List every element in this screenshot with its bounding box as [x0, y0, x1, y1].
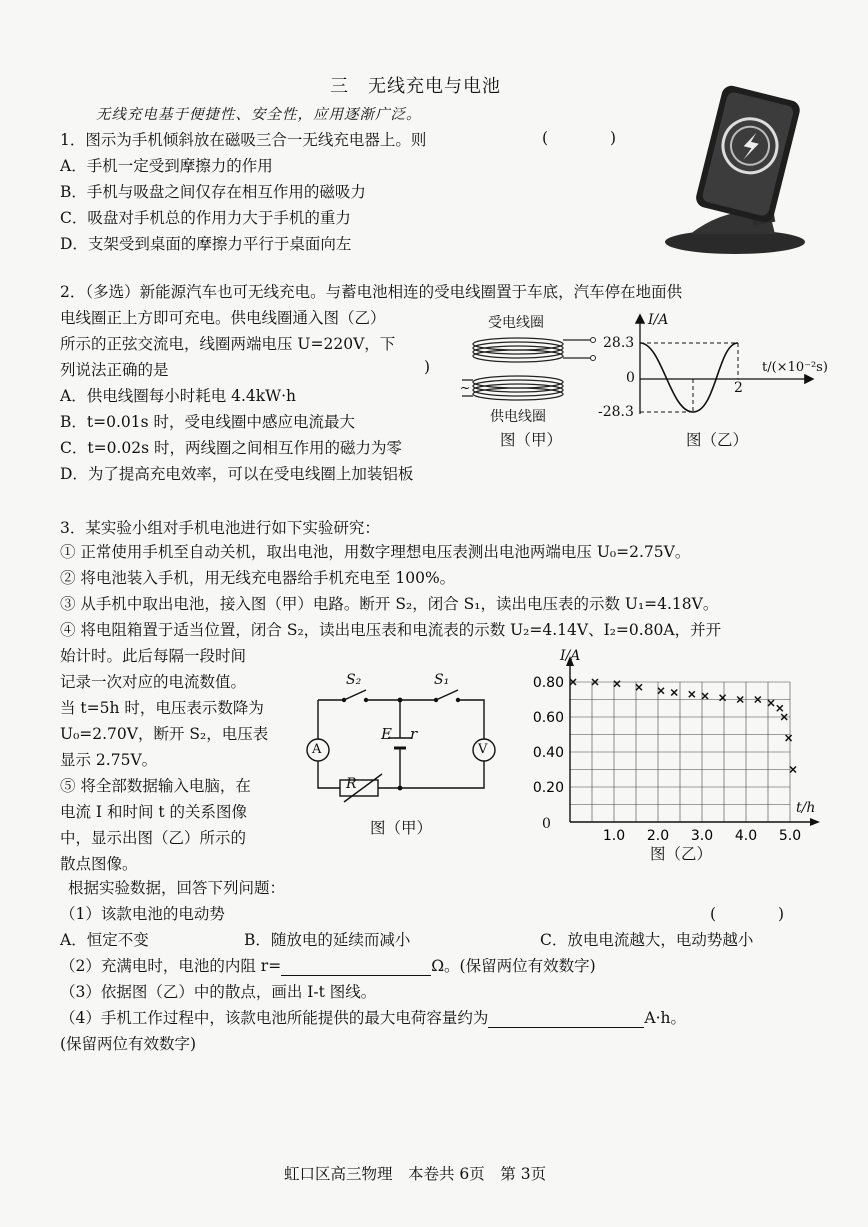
q3-prompt: 根据实验数据，回答下列问题： — [68, 879, 286, 897]
graph-y-tick-label: 0.80 — [532, 675, 564, 691]
phone-charger-illustration — [660, 84, 810, 259]
q3-left-text-7: 中，显示出图（乙）所示的 — [60, 829, 247, 847]
graph-y-tick-label: 0.60 — [532, 710, 564, 726]
q2-option-d[interactable]: D．为了提高充电效率，可以在受电线圈上加装铝板 — [60, 465, 414, 483]
q3-sub2 — [60, 954, 596, 976]
graph-x-tick-label: 5.0 — [778, 828, 802, 840]
current-time-scatter-chart — [510, 640, 830, 840]
data-point — [671, 690, 677, 696]
q1-option-a[interactable]: A．手机一定受到摩擦力的作用 — [60, 157, 273, 175]
switch-s1-label: S₁ — [434, 672, 450, 688]
q3-step-3: ③ 从手机中取出电池，接入图（甲）电路。断开 S₂，闭合 S₁，读出电压表的示数 U₁=4.18V。 — [60, 595, 719, 613]
q3-sub1: （1）该款电池的电动势 — [60, 905, 225, 923]
q3-sub2-prefix: （2）充满电时，电池的内阻 r= — [60, 957, 282, 975]
q1-answer-bracket[interactable]: ( ) — [542, 129, 617, 147]
q3-left-text-0: 始计时。此后每隔一段时间 — [60, 647, 247, 665]
graph-y-tick-label: 0.20 — [532, 780, 564, 796]
q3-left-text-1: 记录一次对应的电流数值。 — [60, 673, 247, 691]
data-point — [786, 735, 792, 741]
data-point — [768, 700, 774, 706]
data-point — [689, 691, 695, 697]
q2-fig-a-caption: 图（甲） — [500, 431, 563, 449]
circuit-diagram — [300, 668, 500, 808]
svg-text:~: ~ — [460, 381, 471, 395]
q3-stem: 3．某实验小组对手机电池进行如下实验研究： — [60, 519, 380, 537]
q2-line4: 列说法正确的是 — [60, 361, 169, 379]
q3-left-text-6: 电流 I 和时间 t 的关系图像 — [60, 803, 248, 821]
data-point — [614, 681, 620, 687]
graph-x-tick-label: 4.0 — [734, 828, 758, 840]
q3-left-text-5: ⑤ 将全部数据输入电脑，在 — [60, 777, 251, 795]
graph-x-label: t/h — [796, 800, 816, 816]
q3-sub4 — [60, 1006, 686, 1028]
switch-s2-label: S₂ — [346, 672, 362, 688]
q3-left-text-8: 散点图像。 — [60, 855, 138, 873]
q2-line2: 电线圈正上方即可充电。供电线圈通入图（乙） — [60, 309, 386, 327]
voltmeter-label: V — [478, 742, 488, 757]
q3-sub1-option-c[interactable]: C．放电电流越大，电动势越小 — [540, 931, 754, 949]
resistor-label: R — [346, 776, 357, 792]
q2-answer-bracket[interactable]: ) — [424, 358, 431, 376]
data-point — [720, 695, 726, 701]
graph-y-label: I/A — [560, 648, 581, 664]
q3-left-text-3: U₀=2.70V，断开 S₂，电压表 — [60, 725, 269, 743]
graph-origin-label: 0 — [542, 816, 551, 832]
q3-step-4: ④ 将电阻箱置于适当位置，闭合 S₂，读出电压表和电流表的示数 U₂=4.14V、I₂=0.80A，并开 — [60, 621, 722, 639]
graph-x-axis-arrow — [810, 818, 820, 826]
circuit-caption: 图（甲） — [370, 819, 433, 837]
sine-y-tick-min: -28.3 — [598, 404, 634, 420]
sine-x-label: t/(×10⁻²s) — [762, 360, 828, 375]
q2-line1: 2．（多选）新能源汽车也可无线充电。与蓄电池相连的受电线圈置于车底，汽车停在地面供 — [60, 283, 683, 301]
data-point — [790, 767, 796, 773]
q1-stem: 1．图示为手机倾斜放在磁吸三合一无线充电器上。则 — [60, 131, 427, 149]
q1-option-b[interactable]: B．手机与吸盘之间仅存在相互作用的磁吸力 — [60, 183, 366, 201]
q3-sub4-prefix: （4）手机工作过程中，该款电池所能提供的最大电荷容量约为 — [60, 1009, 489, 1027]
q3-left-text-2: 当 t=5h 时，电压表示数降为 — [60, 699, 264, 717]
section-intro: 无线充电基于便捷性、安全性，应用逐渐广泛。 — [96, 107, 422, 123]
graph-x-tick-label: 2.0 — [646, 828, 670, 840]
receiver-coil-label: 受电线圈 — [488, 315, 544, 331]
page-footer: 虹口区高三物理 本卷共 6页 第 3页 — [284, 1165, 547, 1183]
q3-left-text-4: 显示 2.75V。 — [60, 751, 158, 769]
data-point — [658, 688, 664, 694]
q3-sub1-answer-bracket[interactable]: ( ) — [710, 905, 785, 923]
graph-x-tick-label: 1.0 — [602, 828, 626, 840]
graph-x-tick-label: 3.0 — [690, 828, 714, 840]
q3-sub3: （3）依据图（乙）中的散点，画出 I-t 图线。 — [60, 983, 377, 1001]
emf-label: E — [381, 725, 392, 743]
q3-sub1-option-b[interactable]: B．随放电的延续而减小 — [244, 931, 411, 949]
q3-sub4-answer-blank[interactable] — [488, 1009, 644, 1028]
sine-curve — [640, 343, 738, 412]
graph-y-tick-label: 0.40 — [532, 745, 564, 761]
data-point — [777, 705, 783, 711]
q2-line3: 所示的正弦交流电，线圈两端电压 U=220V，下 — [60, 335, 396, 353]
sine-x-tick: 2 — [734, 380, 743, 396]
q3-sub2-suffix: Ω。(保留两位有效数字) — [431, 957, 596, 975]
q2-option-c[interactable]: C．t=0.02s 时，两线圈之间相互作用的磁力为零 — [60, 439, 402, 457]
sine-y-tick-zero: 0 — [626, 370, 635, 386]
q2-option-a[interactable]: A．供电线圈每小时耗电 4.4kW·h — [60, 387, 297, 405]
q1-option-d[interactable]: D．支架受到桌面的摩擦力平行于桌面向左 — [60, 235, 352, 253]
coils-diagram — [458, 330, 598, 410]
section-title: 三 无线充电与电池 — [330, 76, 501, 97]
data-point — [636, 684, 642, 690]
q3-sub4-note: (保留两位有效数字) — [60, 1035, 197, 1053]
graph-caption: 图（乙） — [650, 845, 713, 863]
q3-sub4-suffix: A·h。 — [644, 1009, 686, 1027]
q3-sub2-answer-blank[interactable] — [281, 957, 431, 976]
q3-sub1-option-a[interactable]: A．恒定不变 — [60, 931, 149, 949]
sine-y-label: I/A — [648, 312, 669, 328]
q2-fig-b-caption: 图（乙） — [686, 431, 749, 449]
sine-y-tick-max: 28.3 — [603, 335, 635, 351]
q2-option-b[interactable]: B．t=0.01s 时，受电线圈中感应电流最大 — [60, 413, 356, 431]
q1-option-c[interactable]: C．吸盘对手机总的作用力大于手机的重力 — [60, 209, 351, 227]
internal-r-label: r — [410, 725, 418, 743]
q3-step-1: ① 正常使用手机至自动关机，取出电池，用数字理想电压表测出电池两端电压 U₀=2.75V。 — [60, 543, 691, 561]
supply-coil-label: 供电线圈 — [490, 409, 546, 425]
ammeter-label: A — [312, 742, 322, 757]
q3-step-2: ② 将电池装入手机，用无线充电器给手机充电至 100%。 — [60, 569, 456, 587]
data-point — [702, 693, 708, 699]
